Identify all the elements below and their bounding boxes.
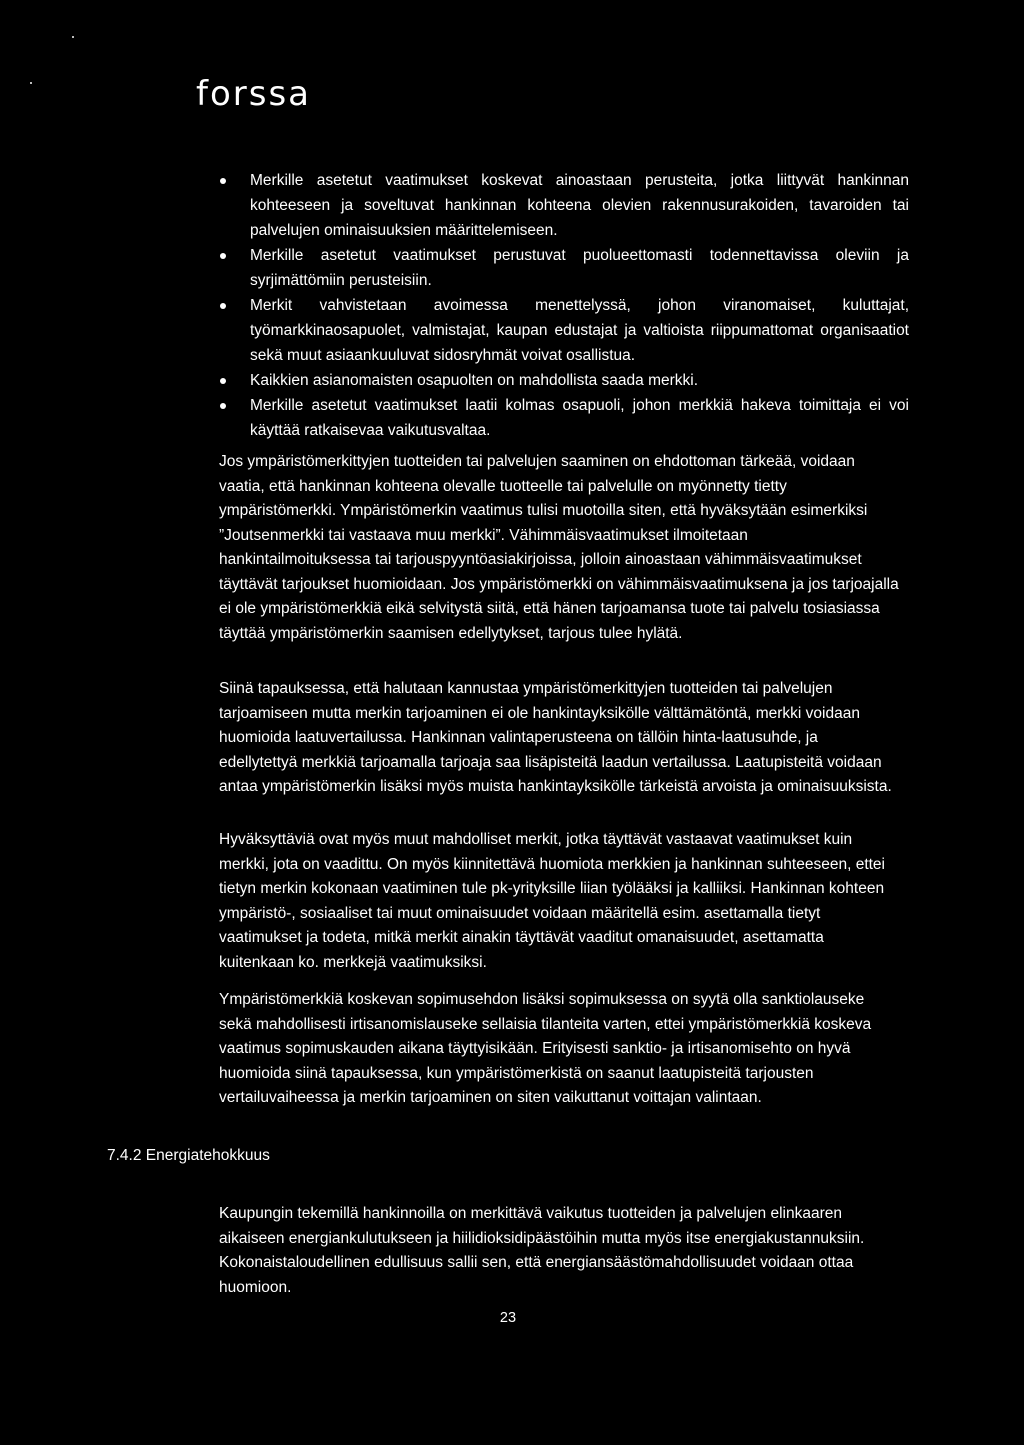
bullet-dot-icon [220,403,226,409]
bullet-text: Kaikkien asianomaisten osapuolten on mahdollista saada merkki. [250,372,699,389]
requirements-bullet-list [219,168,909,443]
body-paragraph: Siinä tapauksessa, että halutaan kannustaa ympäristömerkittyjen tuotteiden tai palvelujen tarjoamiseen mutta merkin tarjoaminen ei ole hankintayksikölle välttämätöntä, merkki voidaan huomioida laatuvertailussa. Hankinnan valintaperusteena on tällöin hinta-laatusuhde, ja edellytettyä merkkiä tarjoamalla tarjoaja saa lisäpisteitä laadun vertailussa. Laatupisteitä voidaan antaa ympäristömerkin lisäksi myös muista hankintayksikölle tärkeistä arvoista ja ominaisuuksista. [219,680,892,795]
bullet-item [219,393,909,443]
scan-speck [30,82,32,84]
bullet-dot-icon [220,303,226,309]
bullet-text: Merkille asetetut vaatimukset koskevat ainoastaan perusteita, jotka liittyvät hankinnan kohteeseen ja soveltuvat hankinnan kohteena olevien rakennusurakoiden, tavaroiden tai palvelujen ominaisuuksien määrittelemiseen. [250,172,909,239]
scan-speck [72,36,74,38]
bullet-text: Merkille asetetut vaatimukset laatii kolmas osapuoli, johon merkkiä hakeva toimittaja ei voi käyttää ratkaisevaa vaikutusvaltaa. [250,397,909,439]
bullet-item [219,243,909,293]
page-number: 23 [499,1310,517,1326]
body-paragraph: Jos ympäristömerkittyjen tuotteiden tai palvelujen saaminen on ehdottoman tärkeää, voidaan vaatia, että hankinnan kohteena olevalle tuotteelle tai palvelulle on myönnetty tietty ympäristömerkki. Ympäristömerkin vaatimus tulisi muotoilla siten, että hyväksytään esimerkiksi ”Joutsenmerkki tai vastaava muu merkki”. Vähimmäisvaatimukset ilmoitetaan hankintailmoituksessa tai tarjouspyyntöasiakirjoissa, jolloin ainoastaan vähimmäisvaatimukset täyttävät tarjoukset huomioidaan. Jos ympäristömerkki on vähimmäisvaatimuksena ja jos tarjoajalla ei ole ympäristömerkkiä eikä selvitystä siitä, että hänen tarjoamansa tuote tai palvelu tosiasiassa täyttää ympäristömerkin saamisen edellytykset, tarjous tulee hylätä. [219,453,899,642]
body-paragraph: Ympäristömerkkiä koskevan sopimusehdon lisäksi sopimuksessa on syytä olla sanktiolauseke sekä mahdollisesti irtisanomislauseke sellaisia tilanteita varten, ettei ympäristömerkkiä koskeva vaatimus sopimuskauden aikana täyttyisikään. Erityisesti sanktio- ja irtisanomisehto on hyvä huomioida siinä tapauksessa, kun ympäristömerkistä on saanut laatupisteitä tarjousten vertailuvaiheessa ja merkin tarjoaminen on siten vaikuttanut voittajan valintaan. [219,991,872,1106]
bullet-item [219,293,909,368]
bullet-dot-icon [220,253,226,259]
forssa-logo: forssa [196,74,312,114]
bullet-text: Merkille asetetut vaatimukset perustuvat puolueettomasti todennettavissa oleviin ja syrjimättömiin perusteisiin. [250,247,909,289]
bullet-item [219,368,909,393]
bullet-dot-icon [220,378,226,384]
section-heading: 7.4.2 Energiatehokkuus [107,1147,270,1164]
body-paragraph: Hyväksyttäviä ovat myös muut mahdolliset merkit, jotka täyttävät vastaavat vaatimukset kuin merkki, jota on vaadittu. On myös kiinnitettävä huomiota merkkien ja hankinnan suhteeseen, ettei tietyn merkin kokonaan vaatiminen tule pk-yrityksille liian työlääksi ja kalliiksi. Hankinnan kohteen ympäristö-, sosiaaliset tai muut ominaisuudet voidaan määritellä esim. asettamalla tietyt vaatimukset ja todeta, mitkä merkit ainakin täyttävät vaaditut omanaisuudet, asettamatta kuitenkaan ko. merkkejä vaatimuksiksi. [219,831,886,971]
bullet-item [219,168,909,243]
section-paragraph: Kaupungin tekemillä hankinnoilla on merkittävä vaikutus tuotteiden ja palvelujen elinkaaren aikaiseen energiankulutukseen ja hiilidioksidipäästöihin mutta myös itse energiakustannuksiin. Kokonaistaloudellinen edullisuus sallii sen, että energiansäästömahdollisuudet voidaan ottaa huomioon. [219,1205,865,1296]
bullet-text: Merkit vahvistetaan avoimessa menettelyssä, johon viranomaiset, kuluttajat, työmarkkinaosapuolet, valmistajat, kaupan edustajat ja valtioista riippumattomat organisaatiot sekä muut asiaankuuluvat sidosryhmät voivat osallistua. [250,297,909,364]
bullet-dot-icon [220,178,226,184]
